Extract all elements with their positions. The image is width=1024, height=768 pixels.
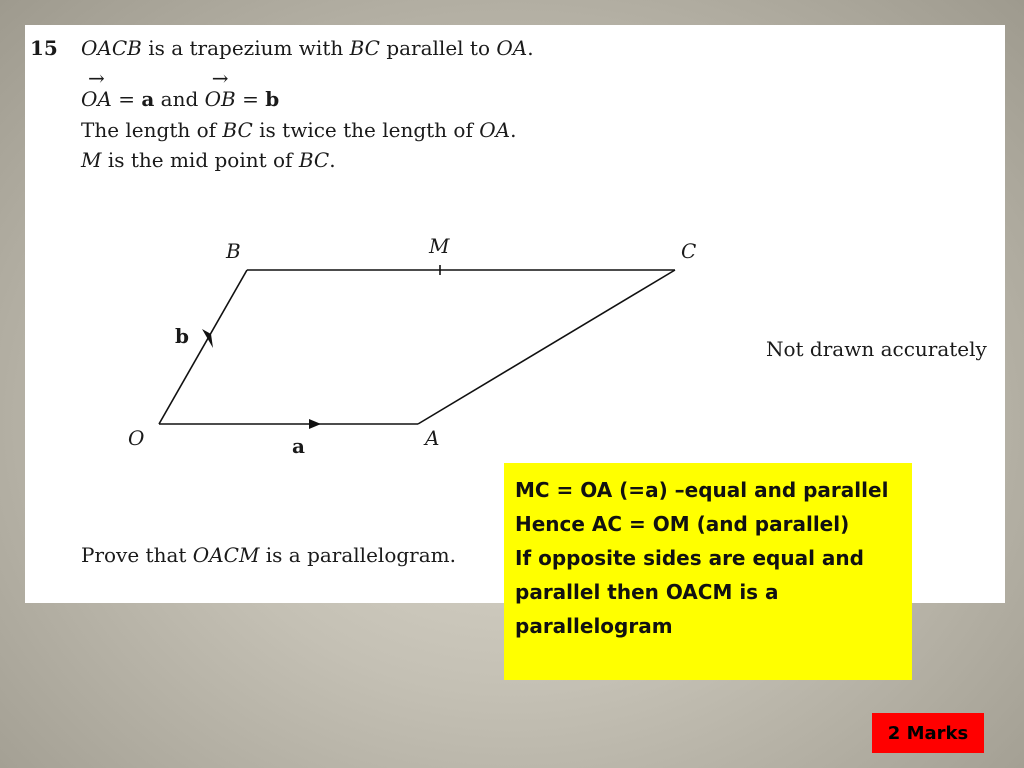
label-vector-a: a: [292, 434, 305, 458]
question-number: 15: [30, 36, 58, 60]
answer-line-3: If opposite sides are equal and parallel then OACM is a parallelogram: [515, 546, 864, 638]
answer-line-2: Hence AC = OM (and parallel): [515, 512, 850, 536]
label-b-point: B: [226, 239, 241, 263]
vector-arrow-icon: →: [88, 66, 105, 90]
side-ob: [159, 270, 247, 424]
question-line-2: → OA = a and → OB = b: [81, 66, 280, 111]
question-line-3: The length of BC is twice the length of OA.: [81, 118, 517, 142]
vector-arrow-icon: →: [211, 66, 229, 90]
label-m: M: [429, 234, 450, 258]
label-o: O: [128, 426, 145, 450]
vector-ob: → OB: [204, 66, 236, 111]
question-line-1: OACB is a trapezium with BC parallel to OA.: [81, 36, 534, 60]
label-c: C: [681, 239, 697, 263]
question-line-4: M is the mid point of BC.: [81, 148, 336, 172]
marks-badge: 2 Marks: [872, 713, 984, 753]
arrow-a-icon: [309, 419, 321, 429]
vector-oa: → OA: [81, 66, 112, 111]
answer-line-1: MC = OA (=a) –equal and parallel: [515, 478, 889, 502]
label-vector-b: b: [175, 324, 189, 348]
trapezium-name: OACB: [81, 36, 142, 60]
label-a-point: A: [425, 426, 440, 450]
answer-box: [504, 463, 912, 680]
not-drawn-note: Not drawn accurately: [766, 337, 987, 361]
side-ac: [418, 270, 675, 424]
prove-instruction: Prove that OACM is a parallelogram.: [81, 543, 456, 567]
